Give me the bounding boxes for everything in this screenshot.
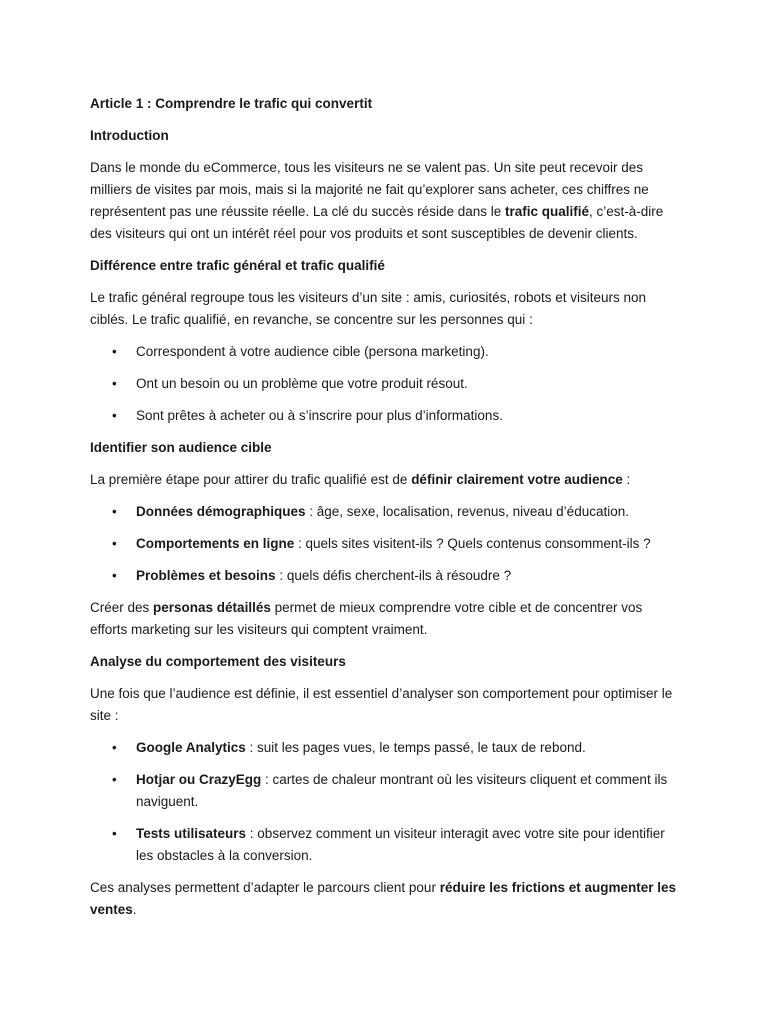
conclusion-text-start: Ces analyses permettent d’adapter le parcours client pour: [90, 880, 440, 895]
list-item: [90, 823, 680, 867]
personas-paragraph: [90, 597, 680, 641]
list-item-text: : quels sites visitent-ils ? Quels contenus consomment-ils ?: [294, 536, 651, 551]
difference-paragraph: Le trafic général regroupe tous les visiteurs d’un site : amis, curiosités, robots et visiteurs non ciblés. Le trafic qualifié, en revanche, se concentre sur les personnes qui :: [90, 290, 647, 327]
document-body: [90, 93, 680, 931]
section-heading-introduction: Introduction: [90, 128, 169, 143]
list-item: [90, 501, 680, 523]
difference-list: [90, 341, 680, 427]
article-title: Article 1 : Comprendre le trafic qui convertit: [90, 96, 373, 111]
conclusion-text-bold: réduire les frictions et augmenter les ventes: [90, 880, 677, 917]
list-item: [90, 769, 680, 813]
list-item: [90, 565, 680, 587]
bullet-icon: •: [112, 344, 117, 359]
intro-text-end: , c’est-à-dire des visiteurs qui ont un intérêt réel pour vos produits et sont susceptibles de devenir clients.: [90, 204, 664, 241]
section-heading-behavior: Analyse du comportement des visiteurs: [90, 654, 346, 669]
list-item: [90, 373, 680, 395]
list-item: [90, 341, 680, 363]
list-item-text: : cartes de chaleur montrant où les visiteurs cliquent et comment ils naviguent.: [136, 772, 668, 809]
behavior-list: [90, 737, 680, 867]
bullet-icon: •: [112, 740, 117, 755]
list-item-text: : observez comment un visiteur interagit avec votre site pour identifier les obstacles à la conversion.: [136, 826, 665, 863]
list-item-text: Sont prêtes à acheter ou à s’inscrire pour plus d’informations.: [136, 408, 503, 423]
audience-text-start: La première étape pour attirer du trafic qualifié est de: [90, 472, 412, 487]
bullet-icon: •: [112, 568, 117, 583]
list-item-bold: Google Analytics: [136, 740, 246, 755]
list-item-text: : suit les pages vues, le temps passé, le taux de rebond.: [245, 740, 586, 755]
behavior-paragraph: Une fois que l’audience est définie, il est essentiel d’analyser son comportement pour optimiser le site :: [90, 686, 673, 723]
personas-text-start: Créer des: [90, 600, 154, 615]
list-item-text: : âge, sexe, localisation, revenus, niveau d’éducation.: [305, 504, 629, 519]
list-item-bold: Hotjar ou CrazyEgg: [136, 772, 262, 787]
list-item-bold: Tests utilisateurs: [136, 826, 247, 841]
intro-text-bold: trafic qualifié: [505, 204, 590, 219]
conclusion-paragraph: [90, 877, 680, 921]
bullet-icon: •: [112, 504, 117, 519]
personas-text-bold: personas détaillés: [153, 600, 271, 615]
conclusion-text-end: .: [132, 902, 137, 917]
audience-text-bold: définir clairement votre audience: [411, 472, 623, 487]
audience-paragraph: [90, 469, 680, 491]
audience-text-end: :: [622, 472, 631, 487]
bullet-icon: •: [112, 408, 117, 423]
bullet-icon: •: [112, 826, 117, 841]
list-item: [90, 405, 680, 427]
personas-text-end: permet de mieux comprendre votre cible et de concentrer vos efforts marketing sur les visiteurs qui comptent vraiment.: [90, 600, 643, 637]
list-item-bold: Problèmes et besoins: [136, 568, 276, 583]
section-heading-difference: Différence entre trafic général et trafic qualifié: [90, 258, 385, 273]
list-item-text: : quels défis cherchent-ils à résoudre ?: [275, 568, 512, 583]
list-item: [90, 533, 680, 555]
section-heading-audience: Identifier son audience cible: [90, 440, 272, 455]
list-item-text: Correspondent à votre audience cible (persona marketing).: [136, 344, 489, 359]
intro-text-start: Dans le monde du eCommerce, tous les visiteurs ne se valent pas. Un site peut recevoir des milliers de visites par mois, mais si la majorité ne fait qu’explorer sans acheter, ces chiffres ne représentent pas une réussite réelle. La clé du succès réside dans le: [90, 160, 649, 219]
bullet-icon: •: [112, 376, 117, 391]
audience-list: [90, 501, 680, 587]
intro-paragraph: [90, 157, 680, 245]
bullet-icon: •: [112, 536, 117, 551]
list-item-bold: Comportements en ligne: [136, 536, 295, 551]
bullet-icon: •: [112, 772, 117, 787]
list-item: [90, 737, 680, 759]
list-item-text: Ont un besoin ou un problème que votre produit résout.: [136, 376, 468, 391]
list-item-bold: Données démographiques: [136, 504, 306, 519]
